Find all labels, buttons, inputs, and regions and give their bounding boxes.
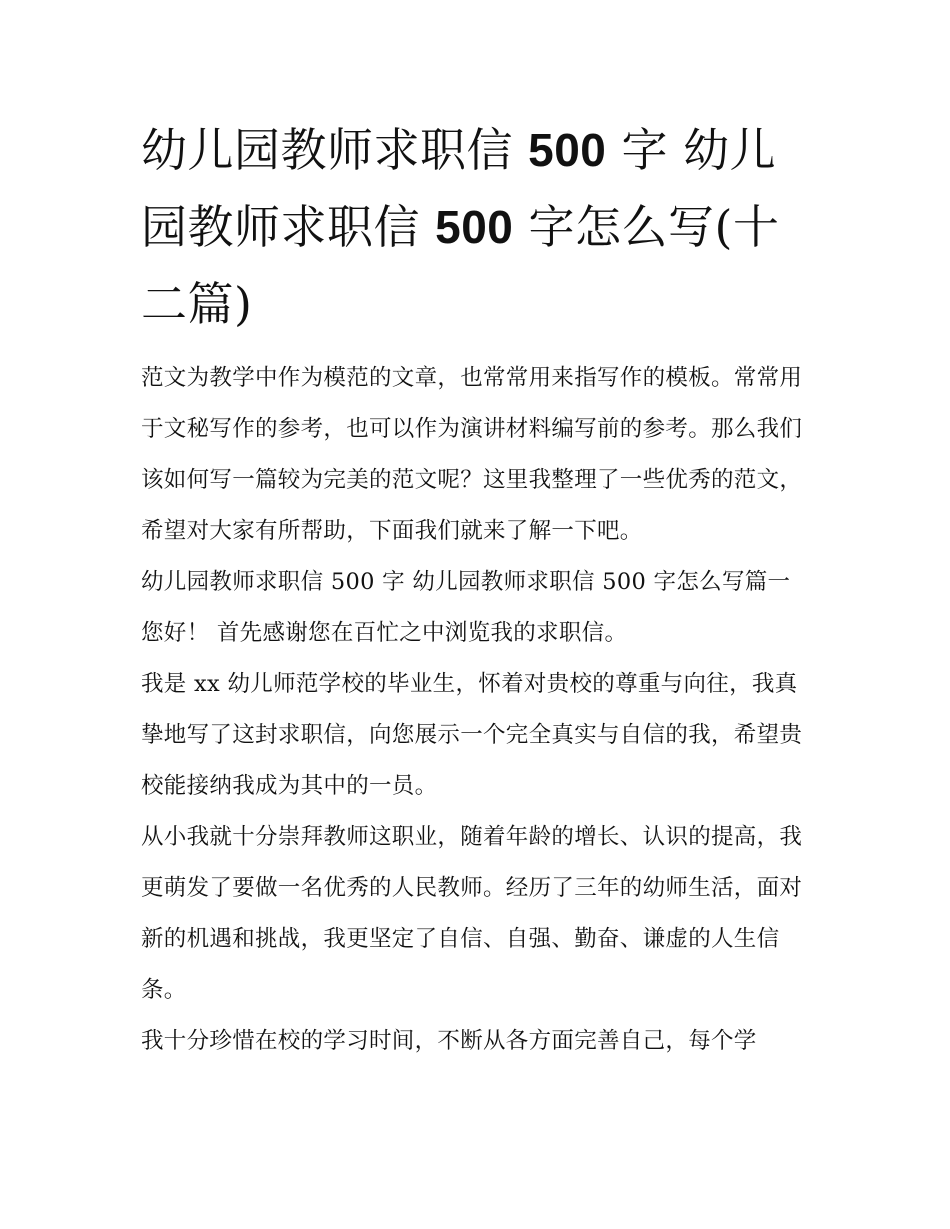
title-text-2: 字 幼儿园教师求职信 <box>141 123 777 254</box>
title-text-1: 幼儿园教师求职信 <box>141 123 529 177</box>
title-number-2: 500 <box>435 201 514 253</box>
title-text-3: 字怎么写(十二篇) <box>141 200 780 331</box>
paragraph-intro: 范文为教学中作为模范的文章，也常常用来指写作的模板。常常用于文秘写作的参考，也可以作为演讲材料编写前的参考。那么我们该如何写一篇较为完美的范文呢？这里我整理了一些优秀的范文，希望对大家有所帮助，下面我们就来了解一下吧。 <box>141 365 803 544</box>
document-body <box>141 112 813 1067</box>
paragraph-greeting: 幼儿园教师求职信 500 字 幼儿园教师求职信 500 字怎么写篇一 您好！ 首先感谢您在百忙之中浏览我的求职信。 <box>141 569 791 646</box>
paragraph-self-introduction: 我是 xx 幼儿师范学校的毕业生，怀着对贵校的尊重与向往，我真挚地写了这封求职信，向您展示一个完全真实与自信的我，希望贵校能接纳我成为其中的一员。 <box>141 671 803 799</box>
title-number-1: 500 <box>528 124 607 176</box>
document-title <box>141 112 813 343</box>
paragraph-study: 我十分珍惜在校的学习时间，不断从各方面完善自己，每个学 <box>141 1028 757 1054</box>
paragraph-motivation: 从小我就十分崇拜教师这职业，随着年龄的增长、认识的提高，我更萌发了要做一名优秀的人民教师。经历了三年的幼师生活，面对新的机遇和挑战，我更坚定了自信、自强、勤奋、谦虚的人生信条。 <box>141 824 803 1003</box>
